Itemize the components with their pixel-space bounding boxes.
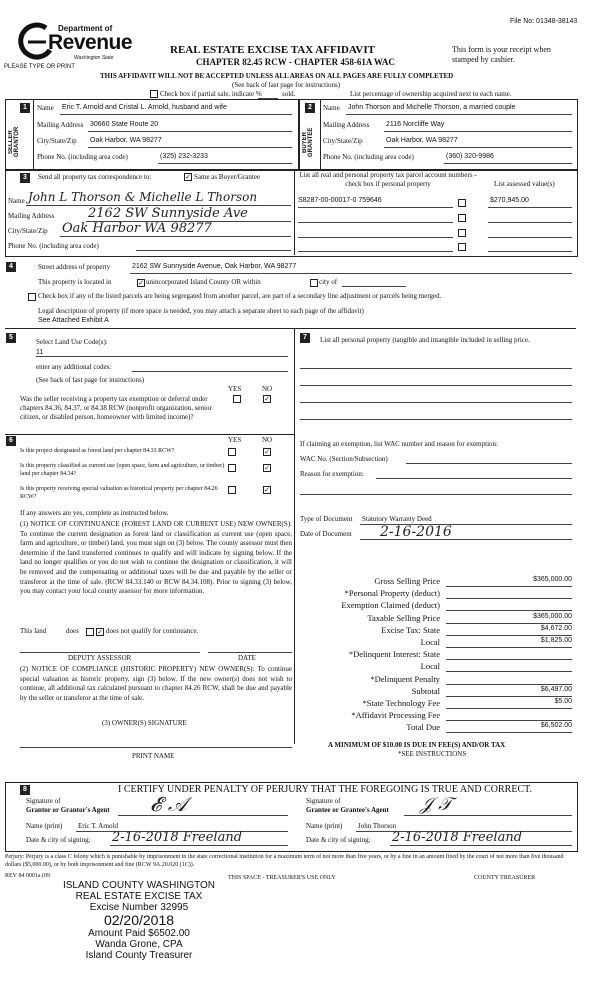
logo-state: Washington State <box>74 55 114 61</box>
owner-signature-label: (3) OWNER(S) SIGNATURE <box>102 719 187 727</box>
doc-type[interactable]: Statutory Warranty Deed <box>362 515 432 523</box>
stamp-line: Excise Number 32995 <box>89 902 189 913</box>
segregated-checkbox[interactable] <box>28 293 36 301</box>
current-use-question: Is this property classified as current use (open space, farm and agriculture, or timber) land per chapter 84.34? <box>20 463 225 477</box>
doc-type-label: Type of Document <box>300 515 353 523</box>
section-3-badge: 3 <box>20 173 30 183</box>
does-not-label: does not qualify for continuance. <box>106 627 199 635</box>
logo-dept: Department of <box>58 24 113 33</box>
buyer-city-label: City/State/Zip <box>323 137 363 145</box>
tax-row-label: Subtotal <box>411 685 440 696</box>
current-use-no-checkbox[interactable]: ✓ <box>264 464 270 472</box>
tax-row-label: Total Due <box>406 722 440 733</box>
exemption-claim-label: If claiming an exemption, list WAC number and reason for exemption: <box>300 440 498 448</box>
wac-label: WAC No. (Section/Subsection) <box>300 455 388 463</box>
personal-property-checkbox-4[interactable] <box>458 243 466 251</box>
s3-name[interactable]: John L Thorson & Michelle L Thorson <box>28 190 258 204</box>
buyer-city[interactable]: Oak Harbor, WA 98277 <box>386 137 458 144</box>
receipt-note: This form is your receipt when stamped by cashier. <box>452 45 551 64</box>
tax-row-underline <box>446 696 572 697</box>
historic-question: Is this property receiving special valuation as historical property per chapter 84.26 RCW? <box>20 486 218 500</box>
tax-row-value[interactable]: $6,497.00 <box>540 685 572 693</box>
buyer-address[interactable]: 2116 Norcliffe Way <box>386 121 445 128</box>
warning: THIS AFFIDAVIT WILL NOT BE ACCEPTED UNLESS ALL AREAS ON ALL PAGES ARE FULLY COMPLETED <box>100 72 454 80</box>
seller-name[interactable]: Eric T. Arnold and Cristal L. Arnold, husband and wife <box>62 104 227 111</box>
s3-city-label: City/State/Zip <box>8 227 48 235</box>
s6-yes-header: YES <box>228 436 242 444</box>
s5-no-header: NO <box>262 385 273 393</box>
stamp-date: 02/20/2018 <box>103 912 175 928</box>
section-8-badge: 8 <box>20 785 30 795</box>
form-number: REV 84 0001a (09 <box>5 873 51 879</box>
see-back: (See back of last page for instructions) <box>232 81 341 89</box>
seller-city-label: City/State/Zip <box>37 137 77 145</box>
s6-no-header: NO <box>262 436 273 444</box>
assessed-header: List assessed value(s) <box>494 180 555 188</box>
personal-property-checkbox-3[interactable] <box>458 229 466 237</box>
tax-row-underline <box>446 684 572 685</box>
personal-property-checkbox-1[interactable] <box>458 199 466 207</box>
tax-row-underline <box>446 720 572 721</box>
s5-see-back: (See back of last page for instructions) <box>36 376 145 384</box>
grantor-signature[interactable]: 𝓔 𝒜 <box>150 792 187 816</box>
notice-of-continuance: (1) NOTICE OF CONTINUANCE (FOREST LAND OR CURRENT USE) NEW OWNER(S): To continue the current designation as forest land or classification as current use (open space, farm and agriculture, or timber) land, you must sign on (3) below. The county assessor must then determine if the land transferred continues to qualify and will indicate by signing below. If the land no longer qualifies or you do not wish to continue the designation or classification, it will be removed and the compensating or additional taxes will be due and payable by the seller or transferor at the time of sale. (RCW 84.33.140 or RCW 84.34.108). Prior to signing (3) below, you may contact your local county assessor for more information. <box>20 520 292 596</box>
seller-phone-label: Phone No. (including area code) <box>37 153 128 161</box>
land-use-code[interactable]: 11 <box>36 349 44 356</box>
tax-row-label: Excise Tax: State <box>381 624 440 635</box>
tax-row-label: Local <box>420 661 440 672</box>
grantor-agent-label: Grantor or Grantor's Agent <box>26 806 110 814</box>
exemption-question: Was the seller receiving a property tax exemption or deferral under chapters 84.36, 84.37, or 84.38 RCW (nonprofit organization, senior citizen, or disabled person, homeowner with limited income)? <box>20 395 212 421</box>
tax-row-underline <box>446 623 572 624</box>
buyer-address-label: Mailing Address <box>323 121 370 129</box>
tax-row-label: Exemption Claimed (deduct) <box>341 600 440 611</box>
grantor-date-city[interactable]: 2-16-2018 Freeland <box>112 830 243 845</box>
doc-date-label: Date of Document <box>300 530 352 538</box>
tax-row-value[interactable]: $4,672.00 <box>540 624 572 632</box>
buyer-phone-label: Phone No. (including area code) <box>323 153 414 161</box>
grantee-sig-label: Signature of <box>306 797 341 805</box>
legal-desc-label: Legal description of property (if more space is needed, you may attach a separate sheet to each page of the affidavit) <box>38 307 364 315</box>
partial-sale-label: Check box if partial sale, indicate % <box>160 90 262 98</box>
section-5-badge: 5 <box>6 333 16 343</box>
personal-property-checkbox-2[interactable] <box>458 214 466 222</box>
buyer-name[interactable]: John Thorson and Michelle Thorson, a married couple <box>348 104 516 111</box>
street-label: Street address of property <box>38 263 111 271</box>
grantor-name-label: Name (print) <box>26 822 63 830</box>
tax-row-label: *Affidavit Processing Fee <box>351 710 440 721</box>
grantee-agent-label: Grantee or Grantee's Agent <box>306 806 389 814</box>
partial-sale-checkbox[interactable] <box>150 90 158 98</box>
s5-yes-header: YES <box>228 385 242 393</box>
tax-row-label: *Delinquent Interest: State <box>348 649 440 660</box>
city-checkbox[interactable] <box>310 279 318 287</box>
legal-desc-value[interactable]: See Attached Exhibit A <box>38 317 109 324</box>
grantor-sig-label: Signature of <box>26 797 61 805</box>
same-as-buyer-label: Same as Buyer/Grantee <box>194 173 261 181</box>
county-treasurer-label: COUNTY TREASURER <box>474 875 536 881</box>
s3-address-label: Mailing Address <box>8 212 55 220</box>
land-use-label: Select Land Use Code(s): <box>36 338 108 346</box>
ownership-note: List percentage of ownership acquired next to each name. <box>350 90 512 98</box>
s3-name-label: Name <box>8 197 25 205</box>
see-instructions: *SEE INSTRUCTIONS <box>398 750 467 758</box>
does-label: does <box>66 627 79 635</box>
section-1-badge: 1 <box>20 103 30 113</box>
same-as-buyer-checkbox[interactable]: ✓ <box>185 173 191 181</box>
buyer-side-label: BUYER GRANTEE <box>302 127 314 157</box>
unincorporated-checkbox[interactable]: ✓ <box>138 279 144 287</box>
revenue-logo <box>14 22 133 66</box>
send-correspondence-label: Send all property tax correspondence to: <box>38 173 152 181</box>
s3-phone-label: Phone No. (including area code) <box>8 242 99 250</box>
personal-property-label: List all personal property (tangible and intangible included in selling price. <box>320 336 530 344</box>
located-label: This property is located in <box>38 278 112 286</box>
tax-row-value[interactable]: $6,502.00 <box>540 722 572 730</box>
street-address[interactable]: 2162 SW Sunnyside Avenue, Oak Harbor, WA 98277 <box>132 263 297 270</box>
minimum-fee-note: A MINIMUM OF $10.00 IS DUE IN FEE(S) AND/OR TAX <box>328 741 506 749</box>
does-qualify-checkbox[interactable] <box>86 628 94 636</box>
deputy-assessor-label: DEPUTY ASSESSOR <box>68 654 132 662</box>
tax-row-value[interactable]: $365,000.00 <box>533 576 572 583</box>
tax-row-label: Local <box>420 637 440 647</box>
tax-row-label: *State Technology Fee <box>362 698 440 708</box>
seller-city[interactable]: Oak Harbor, WA 98277 <box>90 137 162 144</box>
print-name-label: PRINT NAME <box>132 752 175 760</box>
segregated-label: Check box if any of the listed parcels are being segregated from another parcel, are part of a secondary line adjustment or parcels being merged. <box>38 292 442 300</box>
historic-no-checkbox[interactable]: ✓ <box>264 486 270 494</box>
grantee-date-city[interactable]: 2-16-2018 Freeland <box>392 830 523 845</box>
form-subtitle: CHAPTER 82.45 RCW - CHAPTER 458-61A WAC <box>196 57 395 67</box>
section-2-badge: 2 <box>305 103 315 113</box>
treasurer-stamp <box>54 880 224 961</box>
forest-question: Is this project designated as forest land per chapter 84.33 RCW? <box>20 448 175 454</box>
tax-row-underline <box>446 708 572 709</box>
doc-date[interactable]: 2-16-2016 <box>380 524 452 540</box>
tax-row-underline <box>446 647 572 648</box>
current-use-yes-checkbox[interactable] <box>228 464 236 472</box>
this-land-label: This land <box>20 627 47 635</box>
seller-phone[interactable]: (325) 232-3233 <box>160 153 208 160</box>
tax-row-underline <box>446 732 572 733</box>
tax-row-value[interactable]: $365,000.00 <box>533 612 572 620</box>
unincorporated-label: unincorporated Island County OR within <box>146 278 261 286</box>
logo-name: Revenue <box>48 31 133 54</box>
stamp-line: Wanda Grone, CPA <box>95 939 183 950</box>
section-7-badge: 7 <box>300 333 310 343</box>
seller-side-label: SELLER GRANTOR <box>8 126 20 158</box>
file-number: File No: 01348-38143 <box>510 18 578 25</box>
if-yes-note: If any answers are yes, complete as instructed below. <box>20 509 169 517</box>
tax-row-underline <box>446 610 572 611</box>
section-6-badge: 6 <box>6 436 16 446</box>
stamp-line: Amount Paid $6502.00 <box>88 928 190 939</box>
buyer-name-label: Name <box>323 104 340 112</box>
s3-city[interactable]: Oak Harbor WA 98277 <box>62 221 212 236</box>
grantor-date-label: Date & city of signing: <box>26 836 91 844</box>
stamp-line: REAL ESTATE EXCISE TAX <box>75 891 203 902</box>
parcel-header: List all real and personal property tax parcel account numbers - check box if personal property <box>299 171 477 188</box>
additional-codes-label: enter any additional codes: <box>36 363 112 371</box>
tax-row-label: *Personal Property (deduct) <box>344 588 440 599</box>
exemption-no-checkbox[interactable]: ✓ <box>264 395 270 403</box>
stamp-line: ISLAND COUNTY WASHINGTON <box>62 880 216 891</box>
parcel-number[interactable]: S8287-00-00017-0 759646 <box>298 197 382 204</box>
section-4-badge: 4 <box>6 262 16 272</box>
tax-row-underline <box>446 598 572 599</box>
historic-yes-checkbox[interactable] <box>228 486 236 494</box>
grantee-name-label: Name (print) <box>306 822 343 830</box>
perjury-note: Perjury: Perjury is a class C felony which is punishable by imprisonment in the state correctional institution for a maximum term of not more than five years, or by a fine in an amount fixed by the court of not more than five thousand dollars ($5,000.00), or by both imprisonment and fine (RCW 9A.20.020 (1C)). <box>5 854 564 868</box>
buyer-phone[interactable]: (360) 320-9986 <box>446 153 494 160</box>
tax-row-value[interactable]: $1,825.00 <box>540 637 572 644</box>
tax-row-underline <box>446 586 572 587</box>
treasurer-use-only: THIS SPACE - TREASURER'S USE ONLY <box>228 875 336 881</box>
assessed-value[interactable]: $270,945.00 <box>490 197 529 204</box>
forest-yes-checkbox[interactable] <box>228 448 236 456</box>
notice-of-compliance: (2) NOTICE OF COMPLIANCE (HISTORIC PROPERTY) NEW OWNER(S): To continue special valuation as historic property, sign (3) below. If the new owner(s) does not wish to continue, all additional tax calculated pursuant to chapter 84.26 RCW, shall be due and payable by the seller or transferor at the time of sale. <box>20 665 292 702</box>
seller-address-label: Mailing Address <box>37 121 84 129</box>
print-note: PLEASE TYPE OR PRINT <box>4 64 75 70</box>
seller-name-label: Name <box>37 104 54 112</box>
tax-row-label: Gross Selling Price <box>374 576 440 586</box>
seller-address[interactable]: 30660 State Route 20 <box>90 121 159 128</box>
sold-label: sold. <box>282 90 296 98</box>
grantor-print-name[interactable]: Eric T. Arnold <box>78 822 118 830</box>
reason-label: Reason for exemption: <box>300 470 364 478</box>
s3-address[interactable]: 2162 SW Sunnyside Ave <box>88 206 248 221</box>
tax-row-underline <box>446 671 572 672</box>
city-of-label: city of <box>319 278 338 286</box>
tax-row-label: Taxable Selling Price <box>367 612 440 623</box>
exemption-yes-checkbox[interactable] <box>233 395 241 403</box>
forest-no-checkbox[interactable]: ✓ <box>264 448 270 456</box>
grantee-signature[interactable]: 𝒥 𝒯 <box>420 794 452 815</box>
does-not-qualify-checkbox[interactable]: ✓ <box>97 628 103 636</box>
tax-row-label: *Delinquent Penalty <box>370 673 440 684</box>
tax-row-underline <box>446 635 572 636</box>
tax-row-underline <box>446 659 572 660</box>
certify-statement: I CERTIFY UNDER PENALTY OF PERJURY THAT THE FOREGOING IS TRUE AND CORRECT. <box>118 784 532 795</box>
grantee-print-name[interactable]: John Thorson <box>358 822 397 830</box>
stamp-line: Island County Treasurer <box>85 950 193 961</box>
tax-row-value[interactable]: $5.00 <box>554 698 572 705</box>
grantee-date-label: Date & city of signing: <box>306 836 371 844</box>
assessor-date-label: DATE <box>238 654 256 662</box>
form-title: REAL ESTATE EXCISE TAX AFFIDAVIT <box>170 44 375 56</box>
